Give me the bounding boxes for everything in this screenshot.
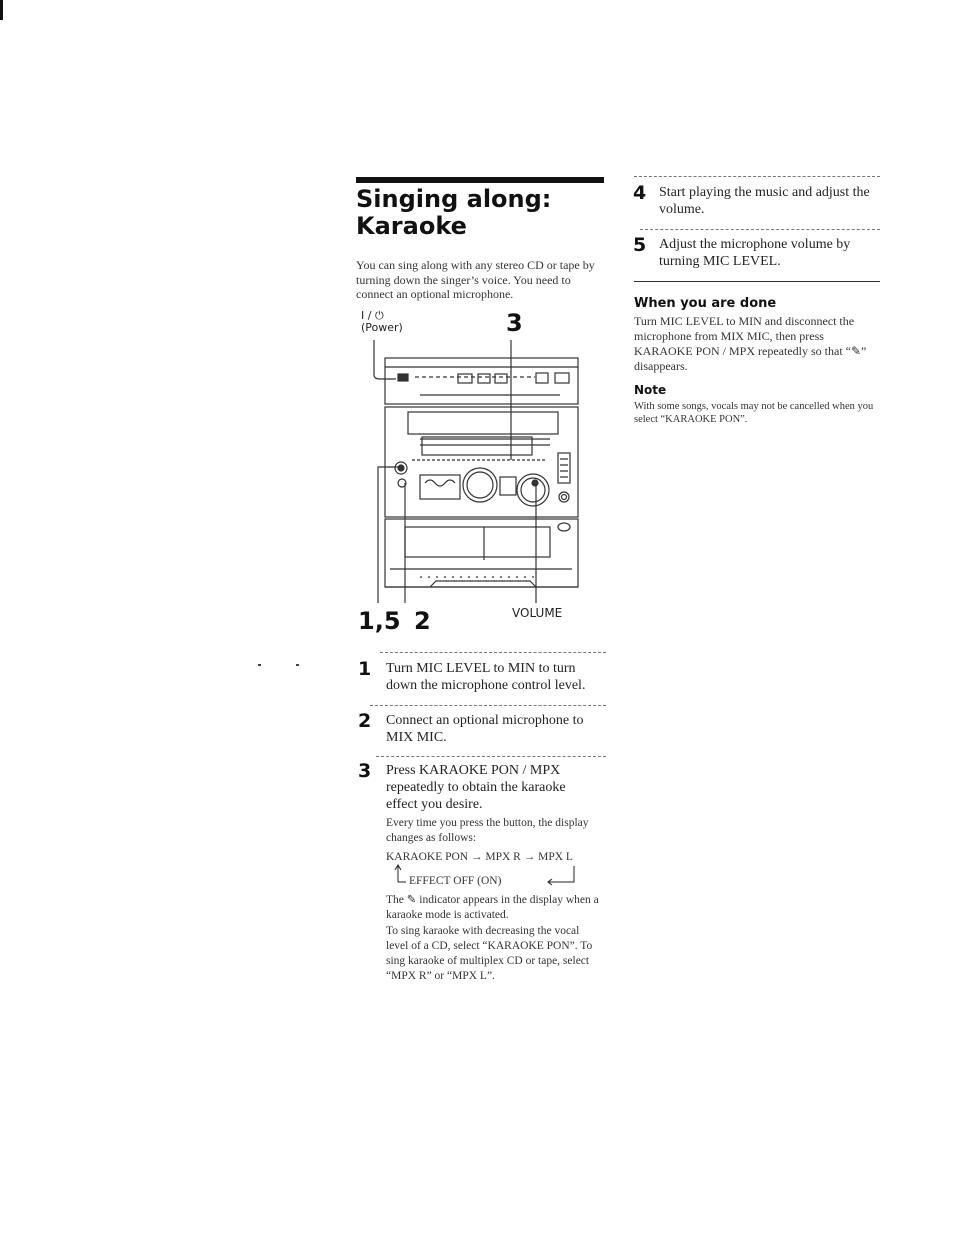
scan-speck [296,664,299,666]
when-done-text: Turn MIC LEVEL to MIN and disconnect the microphone from MIX MIC, then press KARAOKE PON / MPX repeatedly so that “✎” disappears. [634,314,867,373]
step-number: 2 [358,710,372,732]
scan-speck [258,664,261,666]
step-number: 3 [358,760,372,782]
step-text: Adjust the microphone volume by turning MIC LEVEL. [659,237,851,269]
step-text: Turn MIC LEVEL to MIN to turn down the microphone control level. [386,661,586,693]
intro-paragraph: You can sing along with any stereo CD or tape by turning down the singer’s voice. You need to connect an optional microphone. [356,258,595,301]
callout-2: 2 [414,607,431,635]
step-divider [634,176,880,177]
arrow-icon: → [470,851,486,863]
power-symbol: I / ⏻ [361,309,384,322]
step3-detail: Every time you press the button, the display changes as follows: [386,817,589,844]
step-number: 4 [633,182,647,204]
seq-effect-off: EFFECT OFF (ON) [409,875,502,887]
indicator-note: The ✎ indicator appears in the display when a karaoke mode is activated. [386,894,599,921]
arrow-icon: → [523,851,539,863]
karaoke-tip: To sing karaoke with decreasing the vocal level of a CD, select “KARAOKE PON”. To sing karaoke of multiplex CD or tape, select “MPX R” or “MPX L”. [386,925,593,982]
volume-label: VOLUME [512,606,563,620]
step-number: 5 [633,234,647,256]
note-text: With some songs, vocals may not be cancelled when you select “KARAOKE PON”. [634,401,874,425]
page-title: Singing along: Karaoke [356,185,552,240]
step-divider [640,229,880,230]
seq-karaoke-pon: KARAOKE PON [386,851,469,863]
step-divider [370,705,606,706]
callout-3: 3 [506,309,523,337]
note-heading: Note [634,383,667,397]
seq-mpx-l: MPX L [538,851,573,863]
step-divider [376,756,606,757]
step-number: 1 [358,658,372,680]
callout-1-5: 1,5 [358,607,401,635]
power-label: (Power) [361,321,403,334]
step-text: Start playing the music and adjust the volume. [659,185,870,217]
when-done-heading: When you are done [634,296,777,311]
step-text: Press KARAOKE PON / MPX repeatedly to obtain the karaoke effect you desire. [386,763,566,812]
step-text: Connect an optional microphone to MIX MIC. [386,713,584,745]
title-rule [356,177,604,183]
seq-mpx-r: MPX R [485,851,521,863]
step-divider [380,652,606,653]
page-edge-mark [0,0,3,20]
stereo-system-illustration [360,335,590,605]
section-rule [634,281,880,282]
